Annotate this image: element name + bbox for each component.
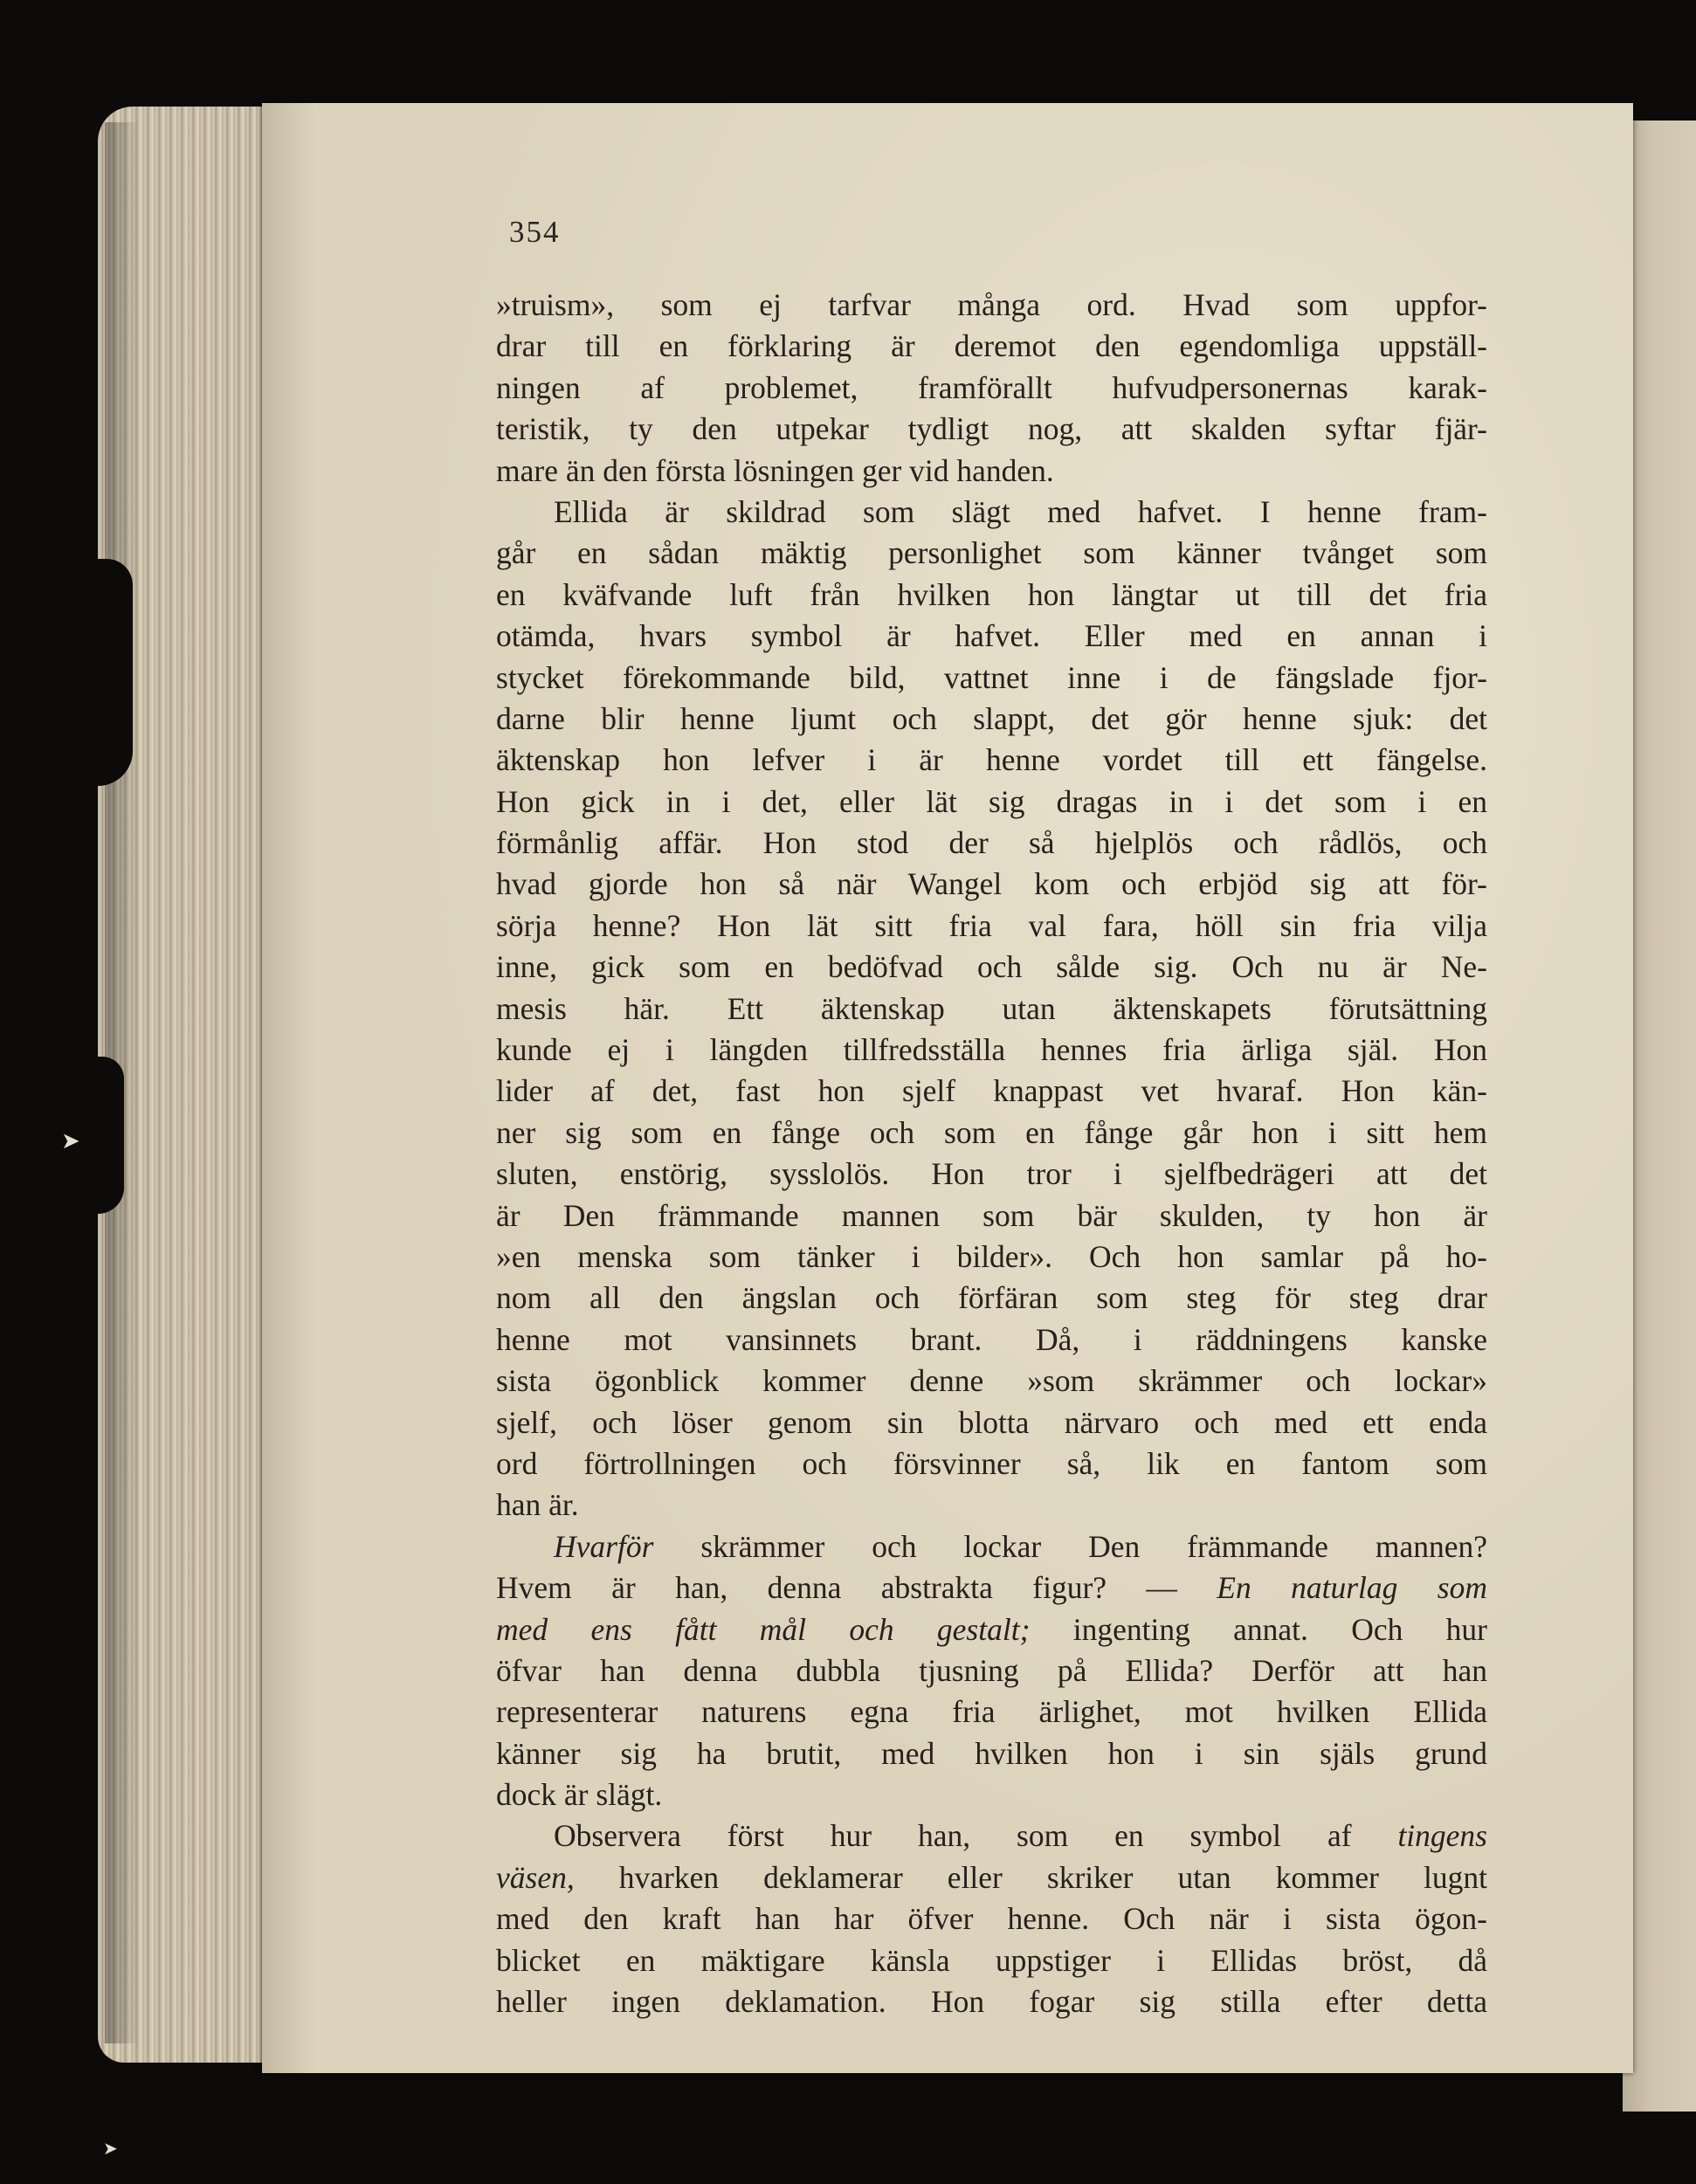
text-line: [496, 989, 1487, 1030]
text-line: [496, 368, 1487, 409]
text-run: »en menska som tänker i bilder». Och hon samlar på ho-: [496, 1238, 1487, 1274]
text-line: [496, 1361, 1487, 1402]
text-line: [496, 782, 1487, 823]
text-run: sörja henne? Hon lät sitt fria val fara, höll sin fria vilja: [496, 907, 1487, 943]
text-run: en kväfvande luft från hvilken hon längtar ut till det fria: [496, 576, 1487, 612]
text-line: [496, 823, 1487, 864]
text-run: darne blir henne ljumt och slappt, det gör henne sjuk: det: [496, 700, 1487, 736]
adjacent-page-edge: [1623, 121, 1696, 2112]
text-line: [496, 1443, 1487, 1485]
text-run: äktenskap hon lefver i är henne vordet till ett fängelse.: [496, 742, 1487, 778]
text-run: hvad gjorde hon så när Wangel kom och erbjöd sig att för-: [496, 866, 1487, 902]
text-run: förmånlig affär. Hon stod der så hjelplös och rådlös, och: [496, 825, 1487, 861]
text-run: med den kraft han har öfver henne. Och när i sista ögon-: [496, 1901, 1487, 1937]
text-run: Observera först hur han, som en symbol af: [554, 1818, 1398, 1854]
text-run: teristik, ty den utpekar tydligt nog, att skalden syftar fjär-: [496, 411, 1487, 447]
text-run: nom all den ängslan och förfäran som steg för steg drar: [496, 1280, 1487, 1316]
text-line: [496, 740, 1487, 781]
text-run: går en sådan mäktig personlighet som känner tvånget som: [496, 535, 1487, 571]
text-run: mare än den första lösningen ger vid handen.: [496, 452, 1054, 488]
text-run: henne mot vansinnets brant. Då, i räddningens kanske: [496, 1321, 1487, 1357]
text-run: känner sig ha brutit, med hvilken hon i sin själs grund: [496, 1735, 1487, 1771]
text-run: mesis här. Ett äktenskap utan äktenskapets förutsättning: [496, 990, 1487, 1026]
text-run: sista ögonblick kommer denne »som skrämmer och lockar»: [496, 1363, 1487, 1399]
text-line: [496, 1650, 1487, 1691]
text-line: [496, 658, 1487, 699]
text-run: sjelf, och löser genom sin blotta närvaro och med ett enda: [496, 1404, 1487, 1440]
text-run: ingenting annat. Och hur: [1030, 1611, 1488, 1647]
text-line: [496, 947, 1487, 988]
text-line: [496, 616, 1487, 657]
text-line: [496, 1113, 1487, 1154]
text-run: representerar naturens egna fria ärlighet, mot hvilken Ellida: [496, 1694, 1487, 1730]
text-line: [496, 1733, 1487, 1774]
torn-edge: [98, 1057, 124, 1214]
text-line: [496, 1402, 1487, 1443]
body-text: [496, 285, 1487, 2022]
text-run: skrämmer och lockar Den främmande mannen?: [653, 1528, 1487, 1564]
text-line: [496, 864, 1487, 905]
text-run: hvarken deklamerar eller skriker utan kommer lugnt: [574, 1859, 1487, 1895]
pointer-mark-icon: ➤: [103, 2138, 118, 2159]
italic-run: En naturlag som: [1217, 1570, 1487, 1606]
page-number: 354: [509, 215, 561, 249]
text-line: [496, 533, 1487, 574]
text-run: heller ingen deklamation. Hon fogar sig stilla efter detta: [496, 1984, 1487, 2020]
text-run: kunde ej i längden tillfredsställa hennes fria ärliga själ. Hon: [496, 1032, 1487, 1068]
text-line: [496, 1030, 1487, 1071]
text-run: Hvem är han, denna abstrakta figur? —: [496, 1570, 1217, 1606]
italic-run: med ens fått mål och gestalt;: [496, 1611, 1031, 1647]
text-line: [496, 575, 1487, 616]
text-line: [496, 1940, 1487, 1981]
text-line: [496, 1237, 1487, 1278]
text-line: [496, 1195, 1487, 1237]
text-run: dock är slägt.: [496, 1777, 663, 1813]
italic-run: Hvarför: [554, 1528, 654, 1564]
text-line: [496, 906, 1487, 947]
text-line: [496, 1981, 1487, 2022]
text-line: [496, 492, 1487, 533]
text-run: »truism», som ej tarfvar många ord. Hvad som uppfor-: [496, 287, 1487, 322]
text-line: [496, 1071, 1487, 1112]
text-run: Hon gick in i det, eller lät sig dragas in i det som i en: [496, 783, 1487, 819]
text-line: [496, 1278, 1487, 1319]
text-run: Ellida är skildrad som slägt med hafvet. I henne fram-: [554, 493, 1487, 529]
text-run: ningen af problemet, framförallt hufvudpersonernas karak-: [496, 369, 1487, 405]
text-run: ner sig som en fånge och som en fånge går hon i sitt hem: [496, 1114, 1487, 1150]
text-line: [496, 1898, 1487, 1939]
text-line: [496, 1815, 1487, 1857]
text-line: [496, 699, 1487, 740]
text-run: öfvar han denna dubbla tjusning på Ellida? Derför att han: [496, 1652, 1487, 1688]
text-run: otämda, hvars symbol är hafvet. Eller med en annan i: [496, 618, 1487, 654]
italic-run: väsen,: [496, 1859, 575, 1895]
text-run: sluten, enstörig, sysslolös. Hon tror i sjelfbedrägeri att det: [496, 1156, 1487, 1192]
text-line: [496, 409, 1487, 450]
text-line: [496, 326, 1487, 367]
text-line: [496, 1691, 1487, 1733]
text-run: blicket en mäktigare känsla uppstiger i Ellidas bröst, då: [496, 1942, 1487, 1978]
text-run: ord förtrollningen och försvinner så, lik en fantom som: [496, 1445, 1487, 1481]
text-run: lider af det, fast hon sjelf knappast vet hvaraf. Hon kän-: [496, 1073, 1487, 1109]
text-run: stycket förekommande bild, vattnet inne i de fängslade fjor-: [496, 659, 1487, 695]
pointer-mark-icon: ➤: [61, 1128, 80, 1154]
text-line: [496, 1526, 1487, 1567]
text-line: [496, 1857, 1487, 1898]
italic-run: tingens: [1397, 1818, 1487, 1854]
text-line: [496, 451, 1487, 492]
text-line: [496, 1319, 1487, 1361]
text-line: [496, 1609, 1487, 1650]
text-run: inne, gick som en bedöfvad och sålde sig. Och nu är Ne-: [496, 949, 1487, 985]
text-line: [496, 1485, 1487, 1526]
text-run: han är.: [496, 1487, 579, 1523]
torn-edge: [98, 559, 133, 786]
text-run: drar till en förklaring är deremot den egendomliga uppställ-: [496, 328, 1487, 364]
text-line: [496, 1774, 1487, 1815]
text-line: [496, 1154, 1487, 1195]
text-line: [496, 285, 1487, 326]
text-run: är Den främmande mannen som bär skulden, ty hon är: [496, 1197, 1487, 1233]
text-line: [496, 1567, 1487, 1609]
